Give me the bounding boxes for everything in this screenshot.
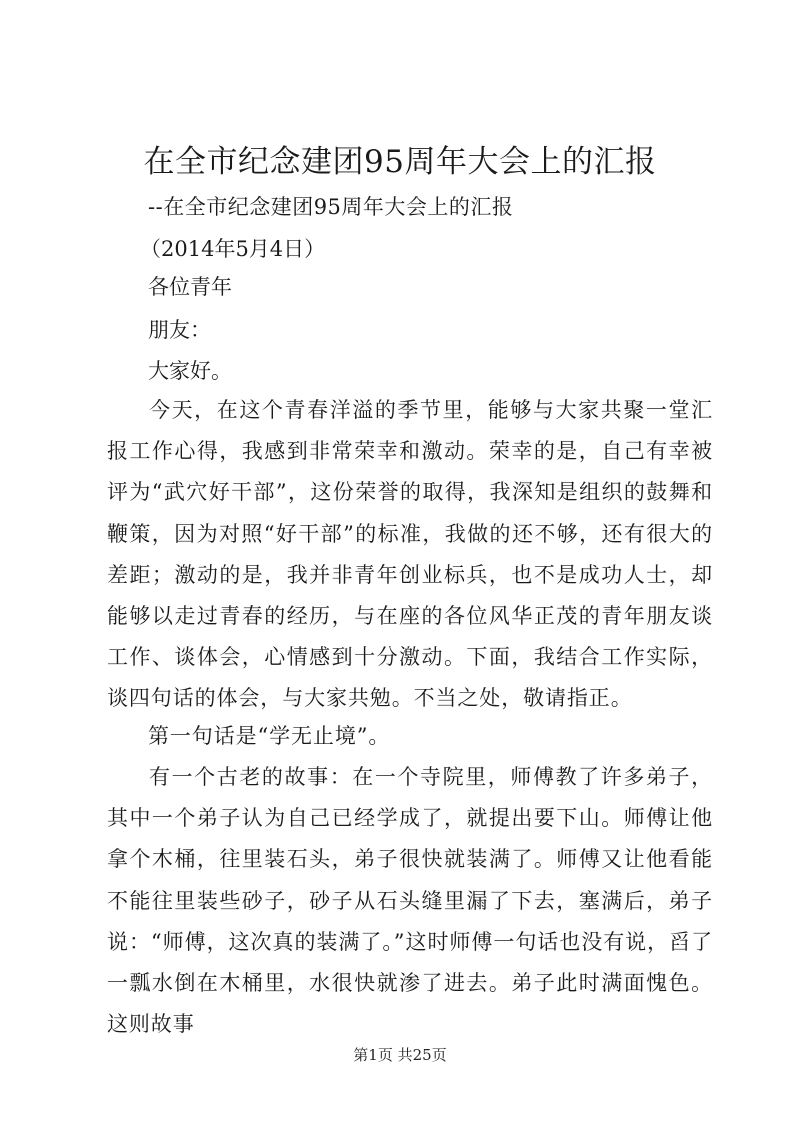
document-subtitle: --在全市纪念建团95周年大会上的汇报 — [148, 195, 514, 219]
document-date: （2014年5月4日） — [140, 237, 326, 261]
paragraph-first-point: 第一句话是“学无止境”。 — [148, 724, 391, 748]
paragraph-story: 有一个古老的故事：在一个寺院里，师傅教了许多弟子，其中一个弟子认为自己已经学成了，就提出要下山。师傅让他拿个木桶，往里装石头，弟子很快就装满了。师傅又让他看能不能往里装些砂子，砂子从石头缝里漏了下去，塞满后，弟子说：“师傅，这次真的装满了。”这时师傅一句话也没有说，舀了一瓢水倒在木桶里，水很快就渗了进去。弟子此时满面愧色。这则故事 — [107, 765, 713, 1037]
document-title: 在全市纪念建团95周年大会上的汇报 — [143, 144, 657, 180]
greeting-line-1: 各位青年 — [148, 275, 232, 299]
greeting-line-3: 大家好。 — [148, 359, 232, 383]
paragraph-intro: 今天，在这个青春洋溢的季节里，能够与大家共聚一堂汇报工作心得，我感到非常荣幸和激动。荣幸的是，自己有幸被评为“武穴好干部”，这份荣誉的取得，我深知是组织的鼓舞和鞭策，因为对照“好干部”的标准，我做的还不够，还有很大的差距；激动的是，我并非青年创业标兵，也不是成功人士，却能够以走过青春的经历，与在座的各位风华正茂的青年朋友谈工作、谈体会，心情感到十分激动。下面，我结合工作实际，谈四句话的体会，与大家共勉。不当之处，敬请指正。 — [107, 398, 713, 711]
page-number: 第1页 共25页 — [353, 1046, 447, 1064]
greeting-line-2: 朋友： — [148, 318, 211, 342]
